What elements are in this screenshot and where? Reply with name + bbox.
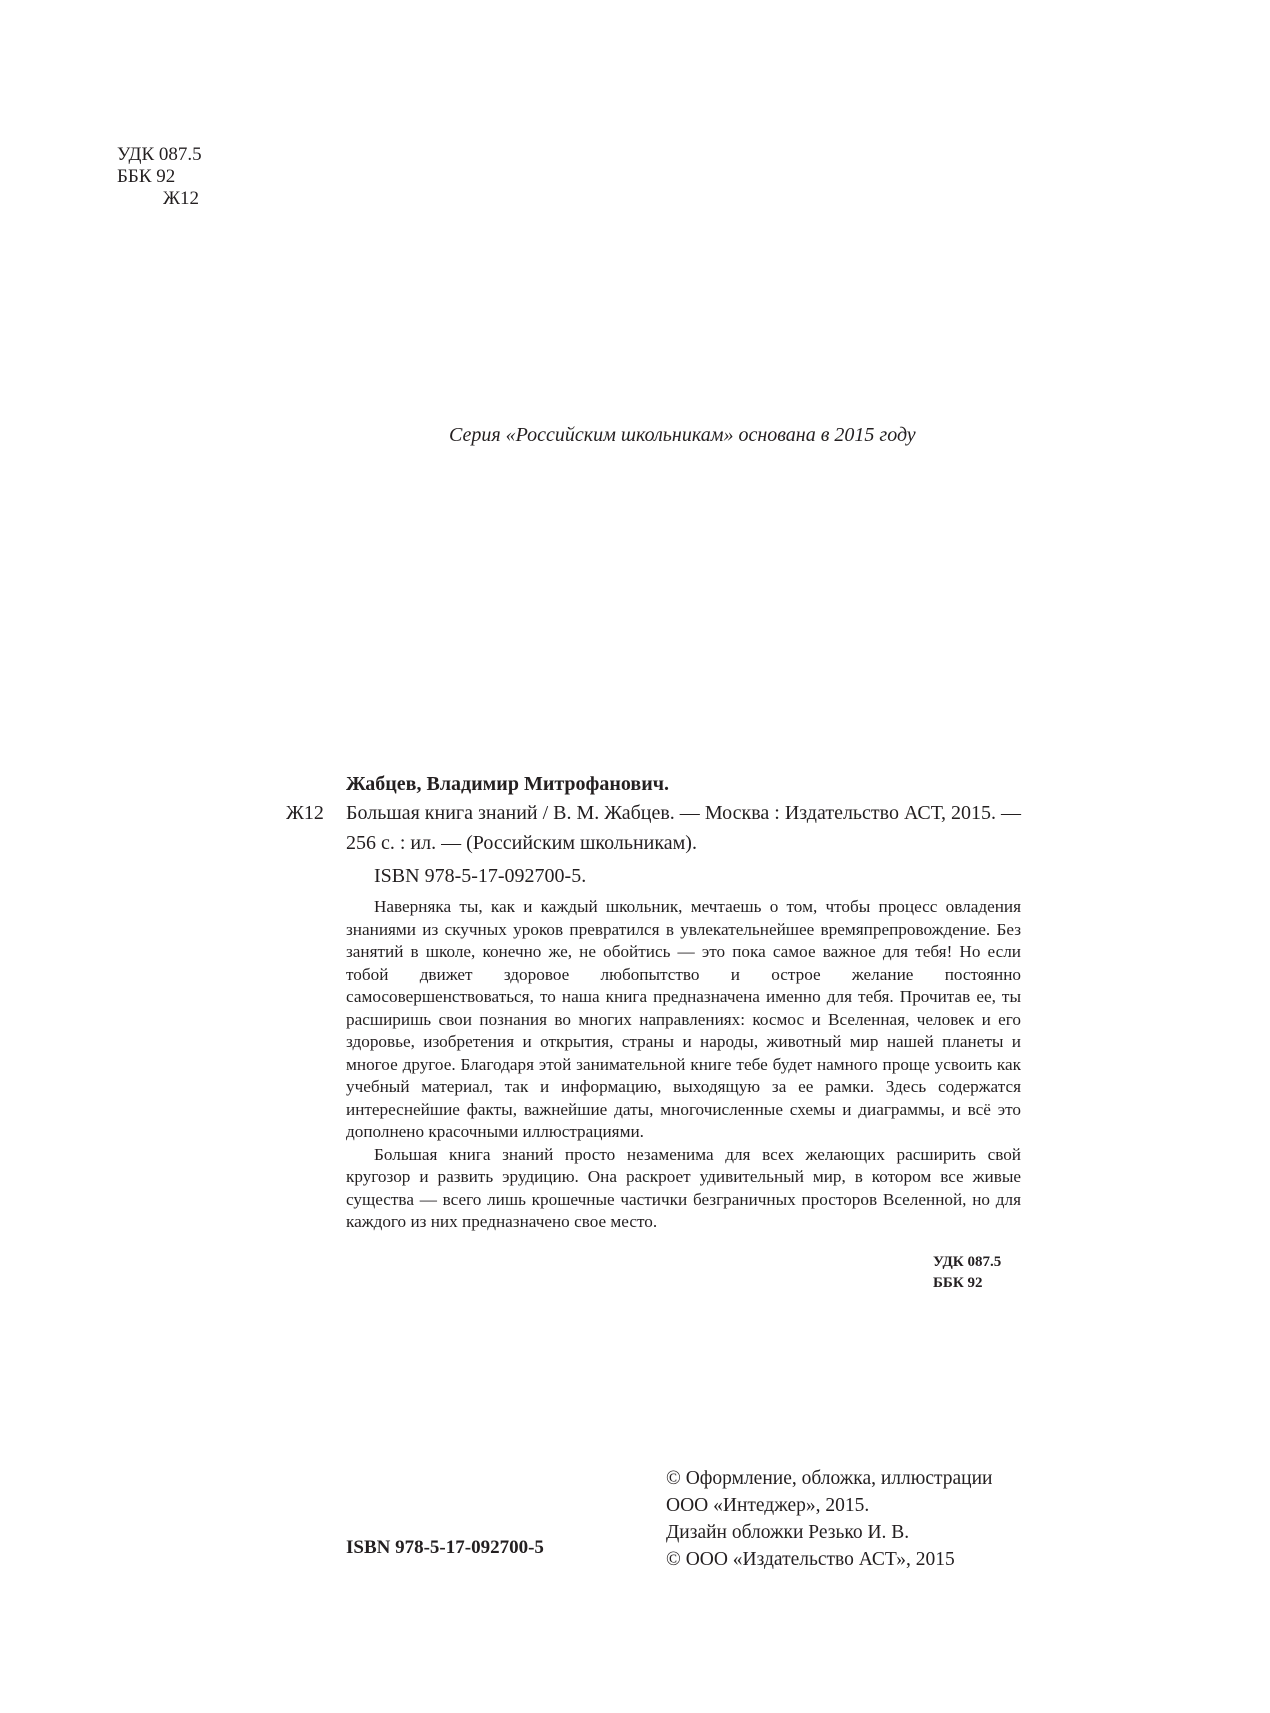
- series-note: Серия «Российским школьникам» основана в 2015 году: [449, 424, 916, 446]
- author-heading: Жабцев, Владимир Митрофанович.: [346, 773, 670, 795]
- copyright-line: Дизайн обложки Резько И. В.: [666, 1522, 910, 1543]
- bibliographic-description: Большая книга знаний / В. М. Жабцев. — Москва : Издательство АСТ, 2015. — 256 с. : ил. — (Российским школьникам).: [346, 802, 1021, 854]
- bottom-classification-codes: [933, 1252, 1001, 1294]
- annotation-paragraph: Большая книга знаний просто незаменима для всех желающих расширить свой кругозор и развить эрудицию. Она раскроет удивительный мир, в котором все живые существа — всего лишь крошечные частички безграничных просторов Вселенной, но для каждого из них предназначено свое место.: [346, 1144, 1021, 1231]
- catalog-entry: [286, 770, 1021, 1234]
- bottom-bbk-code: ББК 92: [933, 1275, 983, 1291]
- bottom-udk-code: УДК 087.5: [933, 1254, 1002, 1270]
- copyright-line: ООО «Интеджер», 2015.: [666, 1495, 870, 1516]
- copyright-line: © ООО «Издательство АСТ», 2015: [666, 1549, 955, 1570]
- author-sign-code: Ж12: [163, 188, 200, 209]
- annotation: [286, 896, 1021, 1234]
- entry-isbn: ISBN 978-5-17-092700-5.: [374, 865, 587, 887]
- udk-code: УДК 087.5: [117, 144, 202, 165]
- annotation-paragraph: Наверняка ты, как и каждый школьник, мечтаешь о том, чтобы процесс овладения знаниями из скучных уроков превратился в увлекательнейшее времяпрепровождение. Без занятий в школе, конечно же, не обойтись — это пока самое важное для тебя! Но если тобой движет здоровое любопытство и острое желание постоянно самосовершенствоваться, то наша книга предназначена именно для тебя. Прочитав ее, ты расширишь свои познания во многих направлениях: космос и Вселенная, человек и его здоровье, изобретения и открытия, страны и народы, животный мир нашей планеты и многое другое. Благодаря этой занимательной книге тебе будет намного проще усвоить как учебный материал, так и информацию, выходящую за ее рамки. Здесь содержатся интереснейшие факты, важнейшие даты, многочисленные схемы и диаграммы, и всё это дополнено красочными иллюстрациями.: [346, 897, 1021, 1141]
- top-classification-codes: [117, 144, 202, 210]
- copyright-block: [666, 1465, 992, 1573]
- entry-author-sign: Ж12: [286, 802, 324, 824]
- bibliographic-row: [286, 798, 1021, 858]
- bbk-code: ББК 92: [117, 166, 176, 187]
- isbn-bold: ISBN 978-5-17-092700-5: [346, 1537, 544, 1558]
- copyright-line: © Оформление, обложка, иллюстрации: [666, 1468, 993, 1489]
